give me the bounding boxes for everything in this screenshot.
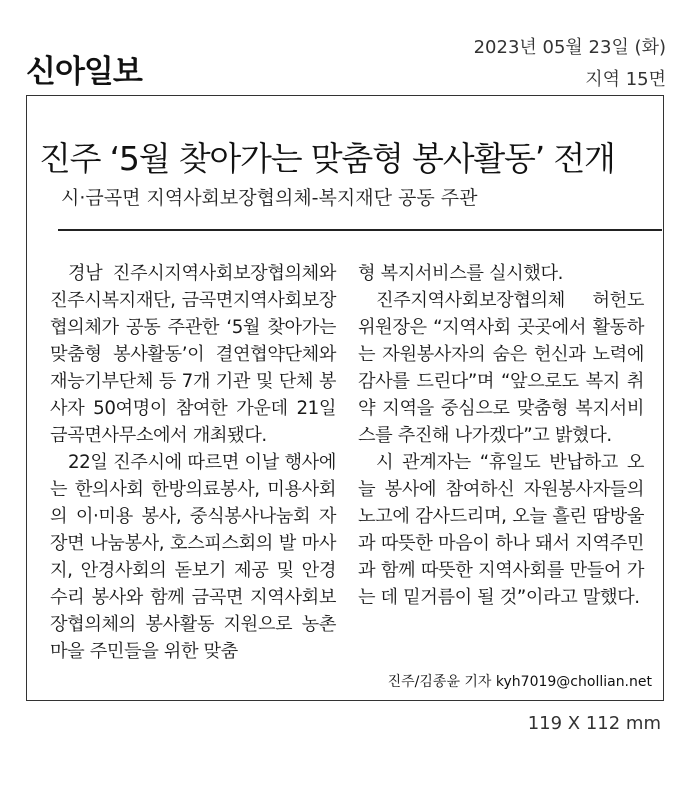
body-column-right (358, 260, 644, 611)
body-paragraph: 경남 진주시지역사회보장협의체와 진주시복지재단, 금곡면지역사회보장협의체가 공동 주관한 ‘5월 찾아가는 맞춤형 봉사활동’이 결연협약단체와 재능기부단체 등 7개 기관 및 단체 봉사자 50여명이 참여한 가운데 21일 금곡면사무소에서 개최됐다. (50, 263, 336, 446)
headline-rule (58, 229, 662, 231)
article-headline: 진주 ‘5월 찾아가는 맞춤형 봉사활동’ 전개 (39, 139, 615, 179)
article-subheadline: 시·금곡면 지역사회보장협의체-복지재단 공동 주관 (61, 187, 478, 209)
clipping-size: 119 X 112 mm (527, 713, 661, 734)
article-byline: 진주/김종윤 기자 kyh7019@chollian.net (387, 674, 652, 690)
body-paragraph: 시 관계자는 “휴일도 반납하고 오늘 봉사에 참여하신 자원봉사자들의 노고에 감사드리며, 오늘 흘린 땀방울과 따뜻한 마음이 하나 돼서 지역주민과 함께 따뜻한 지역사회를 만들어 가는 데 밑거름이 될 것”이라고 말했다. (358, 452, 644, 608)
page-section: 지역 15면 (585, 69, 666, 90)
body-column-left (50, 260, 336, 665)
body-paragraph: 22일 진주시에 따르면 이날 행사에는 한의사회 한방의료봉사, 미용사회의 이·미용 봉사, 중식봉사나눔회 자장면 나눔봉사, 호스피스회의 발 마사지, 안경사회의 돋보기 제공 및 안경수리 봉사와 함께 금곡면 지역사회보장협의체의 봉사활동 지원으로 농촌마을 주민들을 위한 맞춤 (50, 452, 336, 662)
publication-date: 2023년 05월 23일 (화) (473, 37, 666, 58)
body-paragraph: 형 복지서비스를 실시했다. (358, 263, 564, 284)
newspaper-logo: 신아일보 (26, 54, 142, 90)
body-paragraph: 진주지역사회보장협의체 허헌도 위원장은 “지역사회 곳곳에서 활동하는 자원봉사자의 숨은 헌신과 노력에 감사를 드린다”며 “앞으로도 복지 취약 지역을 중심으로 맞춤형 복지서비스를 추진해 나가겠다”고 밝혔다. (358, 290, 644, 446)
